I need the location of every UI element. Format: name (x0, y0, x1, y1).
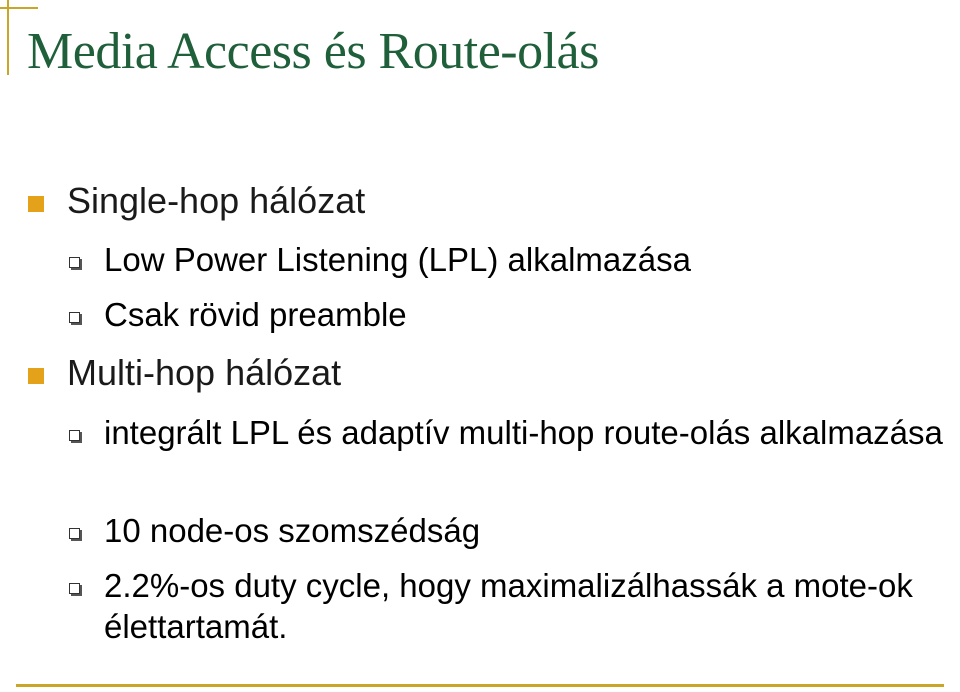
checkbox-bullet-icon (69, 583, 80, 594)
checkbox-bullet-icon (69, 528, 80, 539)
bullet-level2: Csak rövid preamble (104, 296, 407, 333)
bullet-level1: Multi-hop hálózat (67, 352, 342, 393)
checkbox-bullet-icon (69, 430, 80, 441)
checkbox-bullet-icon (69, 312, 80, 323)
checkbox-bullet-icon (69, 257, 80, 268)
bullet-level2: 2.2%-os duty cycle, hogy maximalizálhassák a mote-ok élettartamát. (104, 567, 913, 645)
bullet-level2: 10 node-os szomszédság (104, 512, 481, 549)
bullet-level2: Low Power Listening (LPL) alkalmazása (104, 241, 691, 278)
square-bullet-icon (28, 368, 44, 384)
square-bullet-icon (28, 196, 44, 212)
bottom-accent-line (16, 684, 944, 687)
slide-title: Media Access és Route-olás (27, 23, 599, 80)
bullet-level2: integrált LPL és adaptív multi-hop route-olás alkalmazása (104, 414, 943, 451)
bullet-level1: Single-hop hálózat (67, 180, 366, 221)
